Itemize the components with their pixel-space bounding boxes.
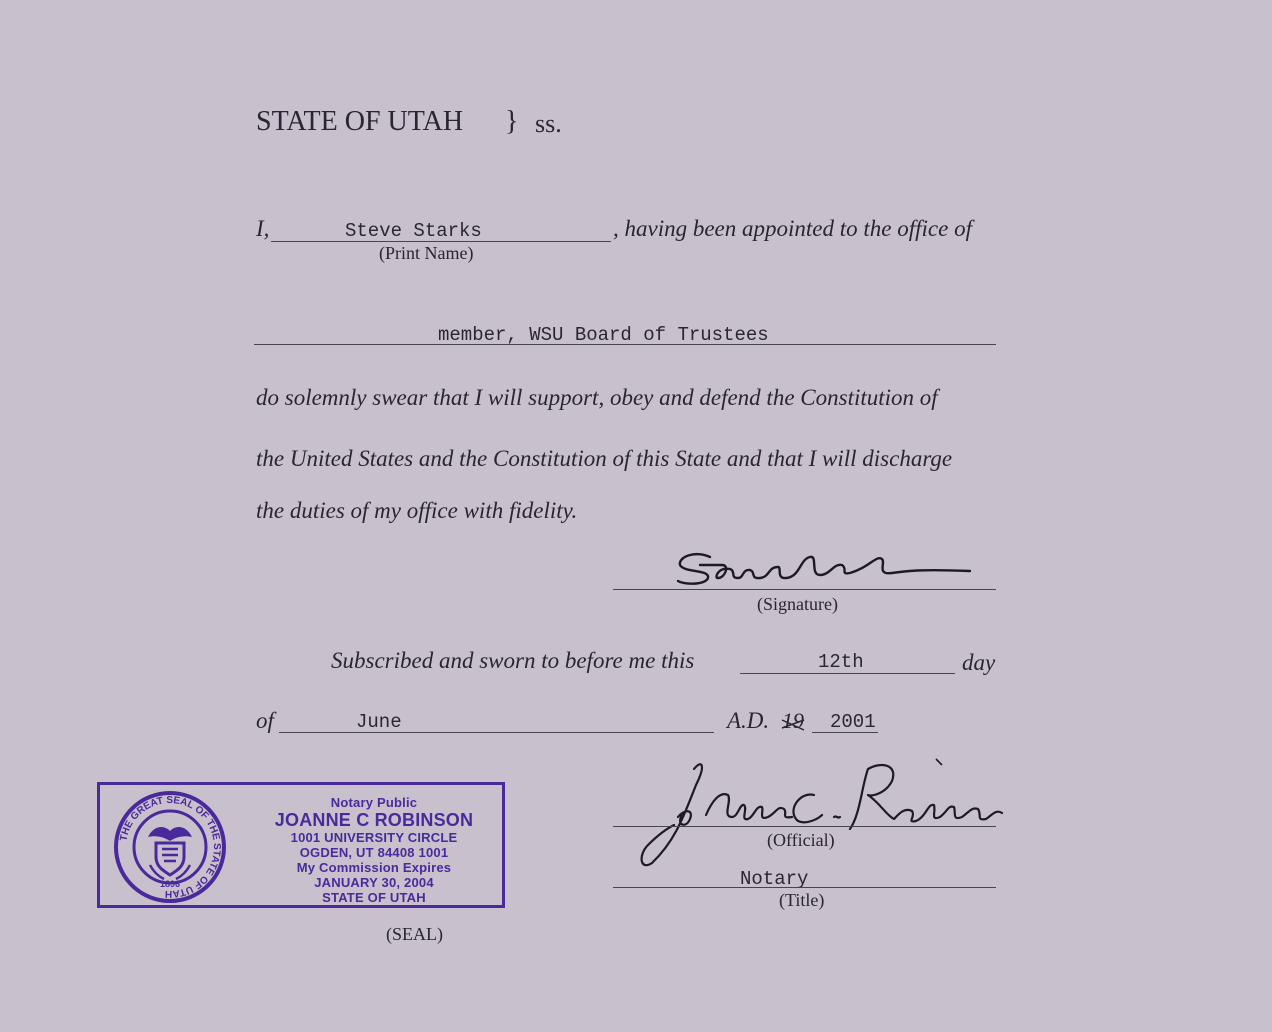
oath-line-3: the duties of my office with fidelity.	[256, 498, 578, 523]
struck-century-text: 19	[782, 708, 804, 733]
oath-signature	[670, 545, 980, 595]
month-value: June	[356, 711, 402, 733]
stamp-line-expiry-date: JANUARY 30, 2004	[314, 875, 434, 890]
stamp-line-state: STATE OF UTAH	[322, 890, 426, 905]
stamp-line-city: OGDEN, UT 84408 1001	[299, 845, 449, 860]
print-name-caption: (Print Name)	[379, 243, 474, 263]
day-underline	[740, 673, 955, 674]
year-value: 2001	[830, 711, 876, 733]
seal-ring-text: THE GREAT SEAL OF THE STATE OF UTAH	[118, 794, 223, 900]
oath-line-1: do solemnly swear that I will support, obey and defend the Constitution of	[256, 385, 938, 410]
title-caption: (Title)	[779, 890, 825, 910]
stamp-text-block	[250, 795, 498, 905]
stamp-line-notary-public: Notary Public	[330, 795, 418, 810]
ss-label: ss.	[535, 109, 562, 138]
strike-mark	[780, 714, 808, 734]
ad-label: A.D.	[727, 708, 770, 733]
seal-year: 1896	[159, 879, 181, 889]
brace: }	[505, 106, 519, 137]
notary-stamp	[97, 782, 505, 908]
name-prefix: I,	[256, 216, 270, 241]
stamp-line-address: 1001 UNIVERSITY CIRCLE	[290, 830, 458, 845]
struck-century	[782, 708, 804, 734]
notary-signature	[636, 755, 1006, 870]
subscribed-text: Subscribed and sworn to before me this	[331, 648, 695, 673]
signature-underline	[613, 589, 996, 590]
title-underline	[613, 887, 996, 888]
of-label: of	[256, 708, 274, 733]
signature-caption: (Signature)	[757, 594, 838, 614]
day-label: day	[962, 650, 996, 675]
stamp-line-notary-name: JOANNE C ROBINSON	[274, 810, 474, 830]
oath-line-2: the United States and the Constitution of this State and that I will discharge	[256, 446, 953, 471]
title-value: Notary	[740, 868, 809, 890]
official-caption: (Official)	[767, 830, 835, 850]
state-seal-icon	[114, 791, 226, 903]
day-value: 12th	[818, 651, 864, 673]
official-underline	[613, 826, 996, 827]
month-underline	[279, 732, 714, 733]
stamp-line-commission: My Commission Expires	[296, 860, 452, 875]
state-heading	[256, 106, 463, 138]
office-title: member, WSU Board of Trustees	[438, 324, 769, 346]
seal-caption: (SEAL)	[386, 924, 443, 944]
printed-name: Steve Starks	[345, 220, 482, 242]
state-name: STATE OF UTAH	[256, 106, 464, 137]
appointment-text: , having been appointed to the office of	[613, 216, 972, 241]
